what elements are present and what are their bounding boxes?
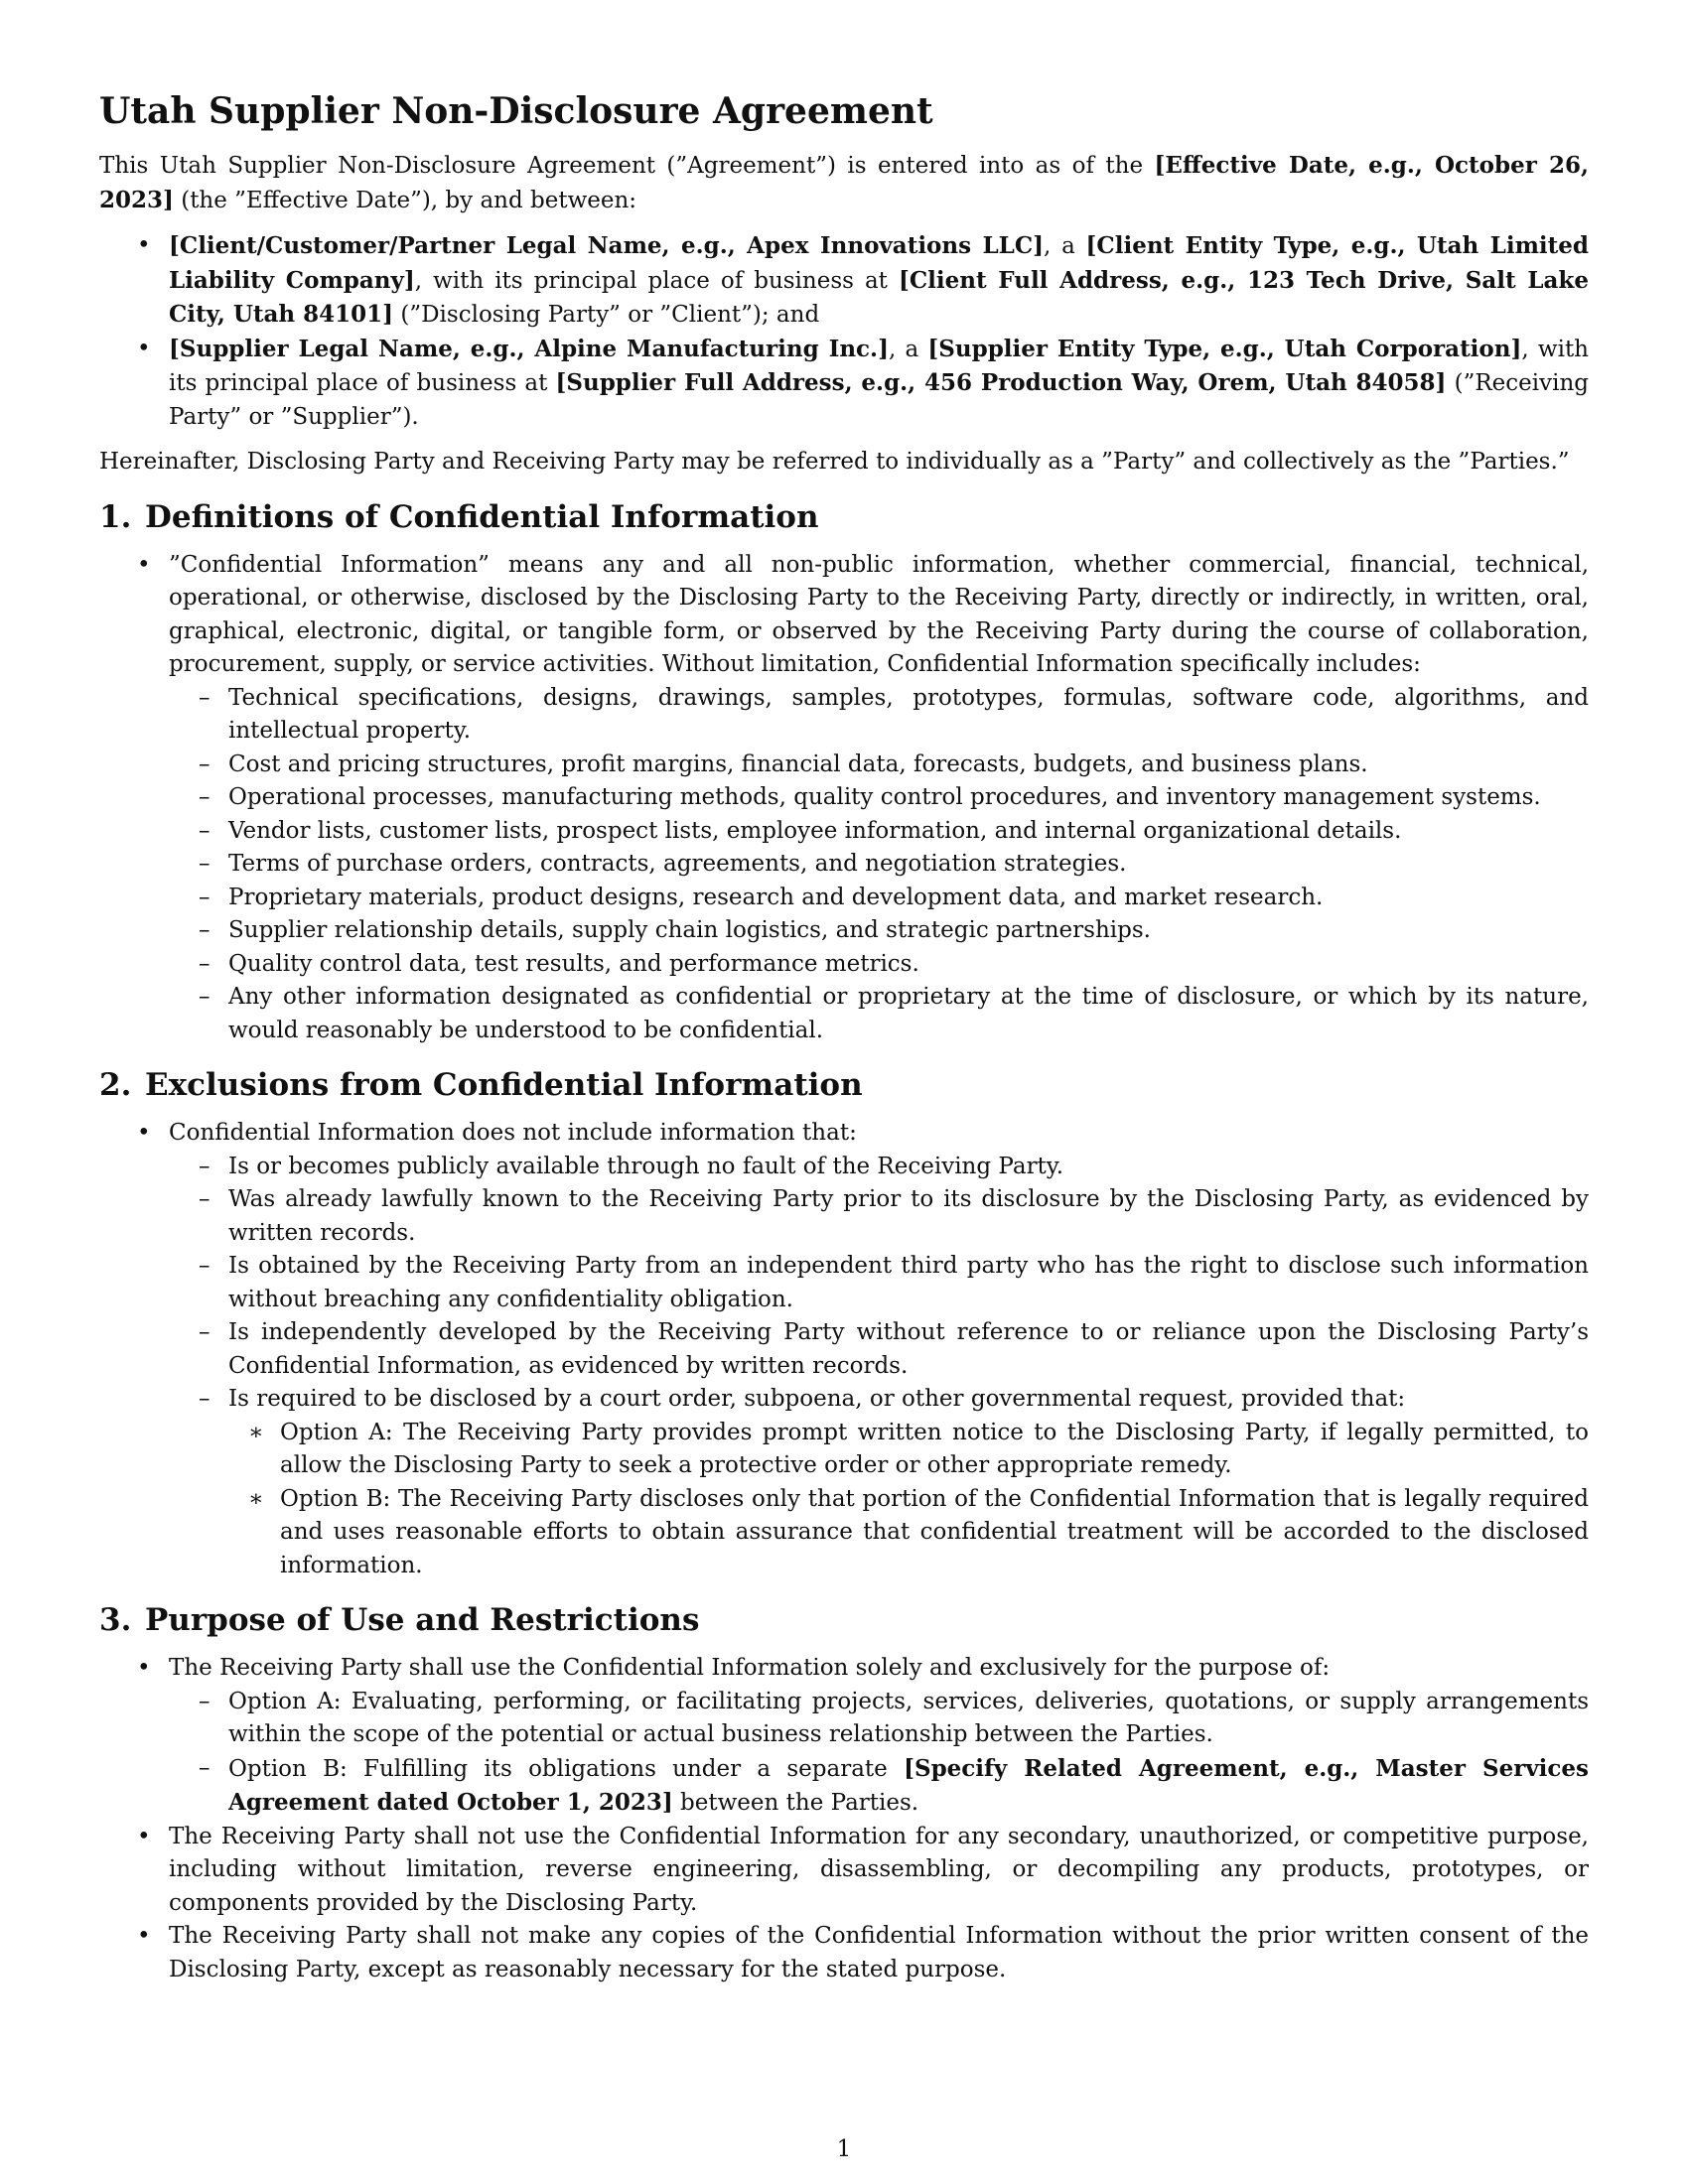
list-item: – Operational processes, manufacturing methods, quality control procedures, and inventory management systems.	[99, 781, 1589, 815]
list-item: – Vendor lists, customer lists, prospect lists, employee information, and internal organizational details.	[99, 815, 1589, 849]
parties-note: Hereinafter, Disclosing Party and Receiving Party may be referred to individually as a ”Party” and collectively as the ”Parties.”	[99, 449, 1570, 475]
list-item: – Option B: Fulfilling its obligations under a separate [Specify Related Agreement, e.g., Master Services Agreement dated October 1, 2023] between the Parties.	[99, 1752, 1589, 1821]
document-page	[99, 87, 1589, 2152]
list-item: – Is required to be disclosed by a court order, subpoena, or other governmental request, provided that: ∗ Option A: The Receiving Party provides prompt written notice to the Disclosing Party, if legally permitted, to allow the Disclosing Party to seek a protective order or other appropriate remedy. ∗ Option B: The Receiving Party discloses only that portion of the Confidential Information that is legally required and uses reasonable efforts to obtain assurance that confidential treatment will be accorded to the disclosed information.	[99, 1383, 1589, 1582]
list-item: – Supplier relationship details, supply chain logistics, and strategic partnerships.	[99, 914, 1589, 948]
list-item: • ”Confidential Information” means any and all non-public information, whether commercial, financial, technical, operational, or otherwise, disclosed by the Disclosing Party to the Receiving Party, directly or indirectly, in written, oral, graphical, electronic, digital, or tangible form, or observed by the Receiving Party during the course of collaboration, procurement, supply, or service activities. Without limitation, Confidential Information specifically includes: – Technical specifications, designs, drawings, samples, prototypes, formulas, software code, algorithms, and intellectual property. – Cost and pricing structures, profit margins, financial data, forecasts, budgets, and business plans. – Operational processes, manufacturing methods, quality control procedures, and inventory management systems. – Vendor lists, customer lists, prospect lists, employee information, and internal organizational details. – Terms of purchase orders, contracts, agreements, and negotiation strategies. – Proprietary materials, product designs, research and development data, and market research. – Supplier relationship details, supply chain logistics, and strategic partnerships. – Quality control data, test results, and performance metrics. – Any other information designated as confidential or proprietary at the time of disclosure, or which by its nature, would reasonably be understood to be confidential.	[99, 549, 1589, 1048]
list-item: ∗ Option B: The Receiving Party discloses only that portion of the Confidential Information that is legally required and uses reasonable efforts to obtain assurance that confidential treatment will be accorded to the disclosed information.	[99, 1483, 1589, 1583]
list-item: • The Receiving Party shall not make any copies of the Confidential Information without the prior written consent of the Disclosing Party, except as reasonably necessary for the stated purpose.	[99, 1920, 1589, 1986]
list-item: – Technical specifications, designs, drawings, samples, prototypes, formulas, software code, algorithms, and intellectual property.	[99, 682, 1589, 749]
list-item: – Proprietary materials, product designs, research and development data, and market research.	[99, 882, 1589, 915]
section-1-heading: 1. Definitions of Confidential Information	[99, 498, 819, 535]
document-title: Utah Supplier Non-Disclosure Agreement	[99, 90, 933, 132]
section-3-list	[99, 1652, 1589, 1986]
list-item: – Is or becomes publicly available through no fault of the Receiving Party.	[99, 1151, 1589, 1184]
party-item: • [Supplier Legal Name, e.g., Alpine Manufacturing Inc.], a [Supplier Entity Type, e.g., Utah Corporation], with its principal place of business at [Supplier Full Address, e.g., 456 Production Way, Orem, Utah 84058] (”Receiving Party” or ”Supplier”).	[99, 333, 1589, 435]
intro-paragraph: This Utah Supplier Non-Disclosure Agreement (”Agreement”) is entered into as of the [Effective Date, e.g., October 26, 2023] (the ”Effective Date”), by and between:	[99, 152, 1589, 213]
list-item: ∗ Option A: The Receiving Party provides prompt written notice to the Disclosing Party, if legally permitted, to allow the Disclosing Party to seek a protective order or other appropriate remedy.	[99, 1417, 1589, 1483]
list-item: – Option A: Evaluating, performing, or facilitating projects, services, deliveries, quotations, or supply arrangements within the scope of the potential or actual business relationship between the Parties.	[99, 1686, 1589, 1752]
list-item: • The Receiving Party shall not use the Confidential Information for any secondary, unauthorized, or competitive purpose, including without limitation, reverse engineering, disassembling, or decompiling any products, prototypes, or components provided by the Disclosing Party.	[99, 1821, 1589, 1921]
parties-list	[99, 229, 1589, 434]
section-1-list	[99, 549, 1589, 1048]
list-item: – Was already lawfully known to the Receiving Party prior to its disclosure by the Disclosing Party, as evidenced by written records.	[99, 1183, 1589, 1250]
related-agreement-placeholder: [Specify Related Agreement, e.g., Master Services Agreement dated October 1, 2023]	[228, 1754, 1590, 1816]
section-2-heading: 2. Exclusions from Confidential Information	[99, 1067, 863, 1103]
list-item: – Any other information designated as confidential or proprietary at the time of disclosure, or which by its nature, would reasonably be understood to be confidential.	[99, 981, 1589, 1047]
list-item: – Terms of purchase orders, contracts, agreements, and negotiation strategies.	[99, 848, 1589, 882]
section-2-list	[99, 1117, 1589, 1582]
section-2-sublist	[169, 1151, 1589, 1583]
section-3-heading: 3. Purpose of Use and Restrictions	[99, 1602, 700, 1638]
section-3-sublist	[169, 1686, 1589, 1821]
effective-date-placeholder: [Effective Date, e.g., October 26, 2023]	[99, 152, 1589, 213]
list-item: – Is independently developed by the Receiving Party without reference to or reliance upon the Disclosing Party’s Confidential Information, as evidenced by written records.	[99, 1316, 1589, 1383]
list-item: • The Receiving Party shall use the Confidential Information solely and exclusively for the purpose of: – Option A: Evaluating, performing, or facilitating projects, services, deliveries, quotations, or supply arrangements within the scope of the potential or actual business relationship between the Parties. – Option B: Fulfilling its obligations under a separate [Specify Related Agreement, e.g., Master Services Agreement dated October 1, 2023] between the Parties.	[99, 1652, 1589, 1821]
section-2-options	[228, 1417, 1589, 1583]
list-item: • Confidential Information does not include information that: – Is or becomes publicly available through no fault of the Receiving Party. – Was already lawfully known to the Receiving Party prior to its disclosure by the Disclosing Party, as evidenced by written records. – Is obtained by the Receiving Party from an independent third party who has the right to disclose such information without breaching any confidentiality obligation. – Is independently developed by the Receiving Party without reference to or reliance upon the Disclosing Party’s Confidential Information, as evidenced by written records. – Is required to be disclosed by a court order, subpoena, or other governmental request, provided that: ∗ Option A: The Receiving Party provides prompt written notice to the Disclosing Party, if legally permitted, to allow the Disclosing Party to seek a protective order or other appropriate remedy. ∗ Option B: The Receiving Party discloses only that portion of the Confidential Information that is legally required and uses reasonable efforts to obtain assurance that confidential treatment will be accorded to the disclosed information.	[99, 1117, 1589, 1582]
list-item: – Quality control data, test results, and performance metrics.	[99, 948, 1589, 982]
party-item: • [Client/Customer/Partner Legal Name, e.g., Apex Innovations LLC], a [Client Entity Type, e.g., Utah Limited Liability Company], with its principal place of business at [Client Full Address, e.g., 123 Tech Drive, Salt Lake City, Utah 84101] (”Disclosing Party” or ”Client”); and	[99, 229, 1589, 333]
page-number: 1	[836, 2136, 852, 2162]
list-item: – Cost and pricing structures, profit margins, financial data, forecasts, budgets, and business plans.	[99, 749, 1589, 782]
section-1-sublist	[169, 682, 1589, 1048]
list-item: – Is obtained by the Receiving Party from an independent third party who has the right to disclose such information without breaching any confidentiality obligation.	[99, 1250, 1589, 1316]
